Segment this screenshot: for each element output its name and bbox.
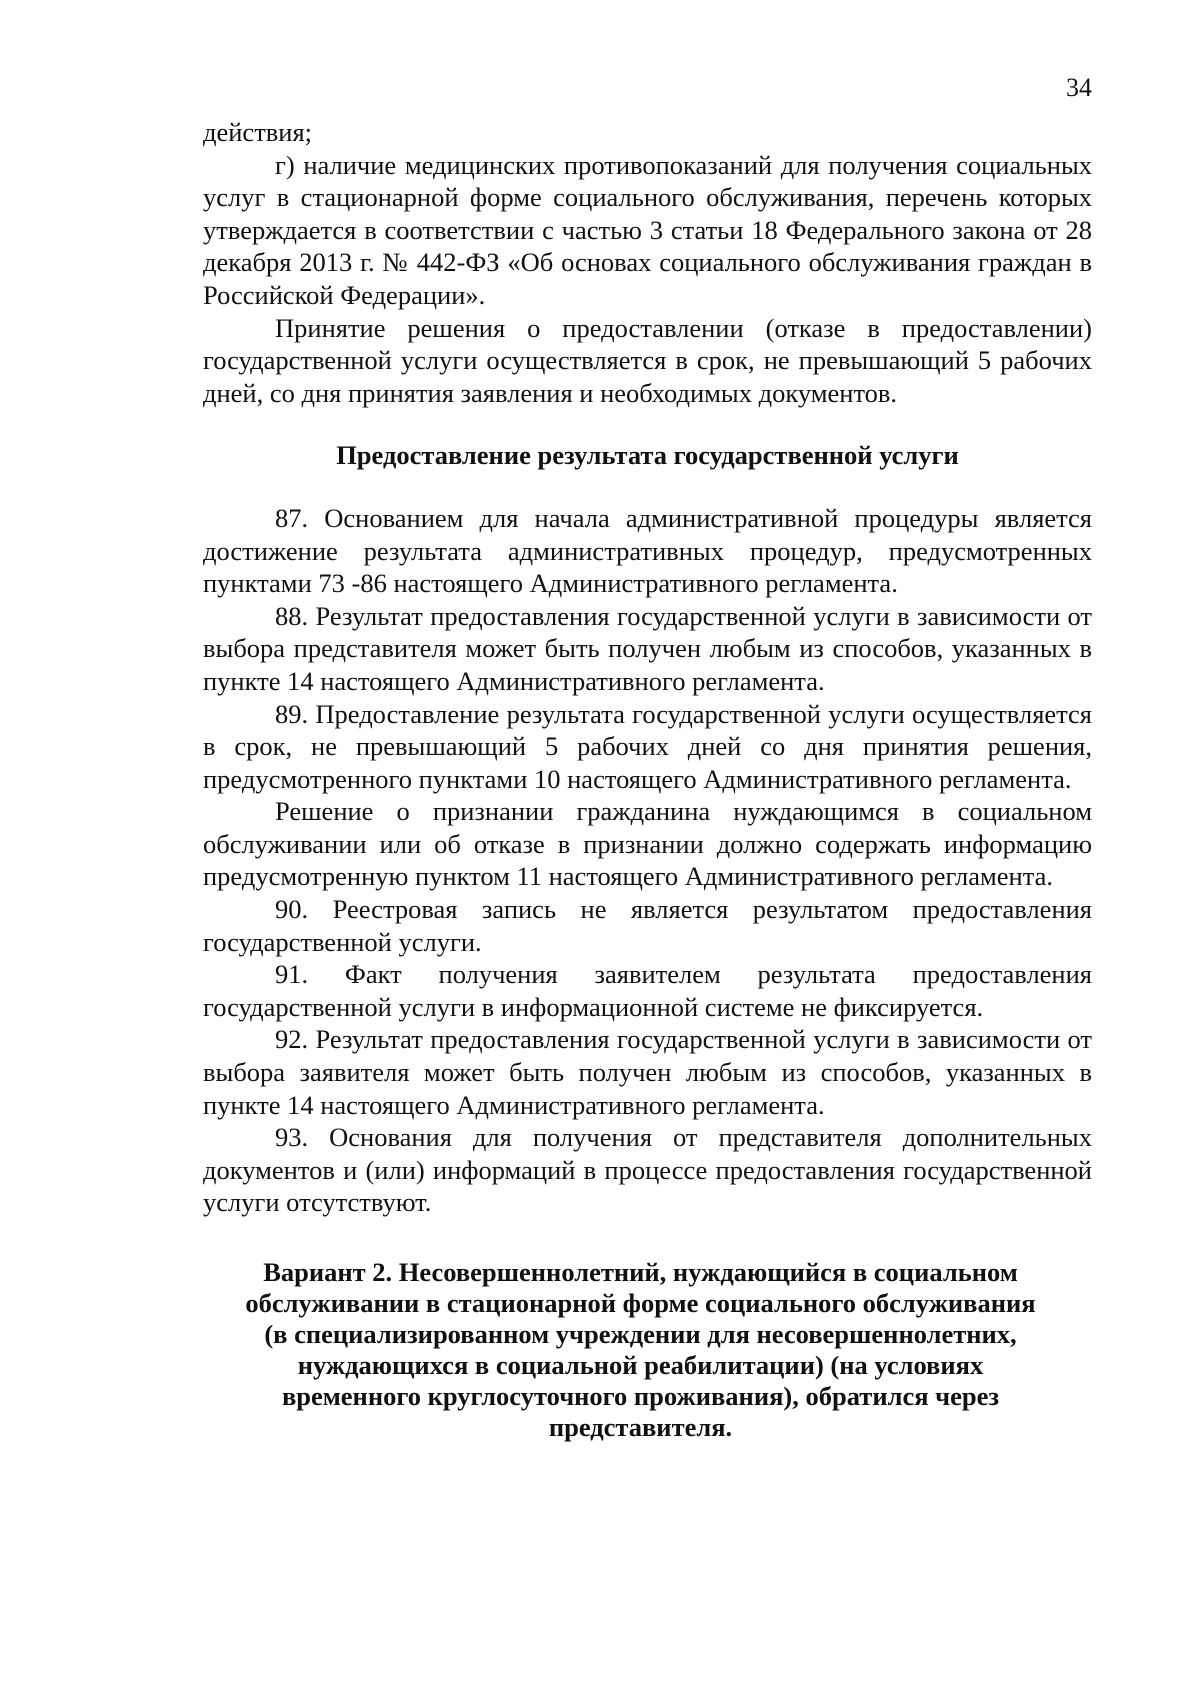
paragraph-92: 92. Результат предоставления государственной услуги в зависимости от выбора заявителя может быть получен любым из способов, указанных в пункте 14 настоящего Административного регламента.: [203, 1024, 1092, 1120]
paragraph-90: 90. Реестровая запись не является результатом предоставления государственной услуги.: [203, 894, 1092, 957]
variant-heading-line: обслуживании в стационарной форме социального обслуживания: [245, 1288, 1036, 1318]
paragraph-88: 88. Результат предоставления государственной услуги в зависимости от выбора представителя может быть получен любым из способов, указанных в пункте 14 настоящего Административного регламента.: [203, 600, 1092, 696]
variant-heading: [181, 1257, 1100, 1443]
page-number: 34: [1066, 73, 1092, 102]
document-body: [203, 116, 1092, 1443]
paragraph-decision: Решение о признании гражданина нуждающимся в социальном обслуживании или об отказе в признании должно содержать информацию предусмотренную пунктом 11 настоящего Административного регламента.: [203, 796, 1092, 892]
paragraph-93: 93. Основания для получения от представителя дополнительных документов и (или) информаций в процессе предоставления государственной услуги отсутствуют.: [203, 1122, 1092, 1218]
variant-heading-line: нуждающихся в социальной реабилитации) (на условиях: [297, 1350, 984, 1380]
variant-heading-line: представителя.: [548, 1412, 733, 1442]
variant-heading-line: Вариант 2. Несовершеннолетний, нуждающийся в социальном: [263, 1257, 1018, 1287]
section-heading: Предоставление результата государственной услуги: [336, 440, 959, 471]
paragraph-87: 87. Основанием для начала административной процедуры является достижение результата административных процедур, предусмотренных пунктами 73 -86 настоящего Административного регламента.: [203, 502, 1092, 599]
paragraph: действия;: [203, 117, 313, 147]
paragraph: г) наличие медицинских противопоказаний для получения социальных услуг в стационарной форме социального обслуживания, перечень которых утверждается в соответствии с частью 3 статьи 18 Федерального закона от 28 декабря 2013 г. № 442-ФЗ «Об основах социального обслуживания граждан в Российской Федерации».: [203, 149, 1092, 310]
variant-heading-line: (в специализированном учреждении для несовершеннолетних,: [264, 1319, 1017, 1349]
variant-heading-line: временного круглосуточного проживания), обратился через: [281, 1381, 1000, 1411]
paragraph-89: 89. Предоставление результата государственной услуги осуществляется в срок, не превышающий 5 рабочих дней со дня принятия решения, предусмотренного пунктами 10 настоящего Административного регламента.: [203, 698, 1092, 794]
paragraph: Принятие решения о предоставлении (отказе в предоставлении) государственной услуги осуществляется в срок, не превышающий 5 рабочих дней, со дня принятия заявления и необходимых документов.: [203, 312, 1092, 408]
paragraph-91: 91. Факт получения заявителем результата предоставления государственной услуги в информационной системе не фиксируется.: [203, 959, 1092, 1022]
